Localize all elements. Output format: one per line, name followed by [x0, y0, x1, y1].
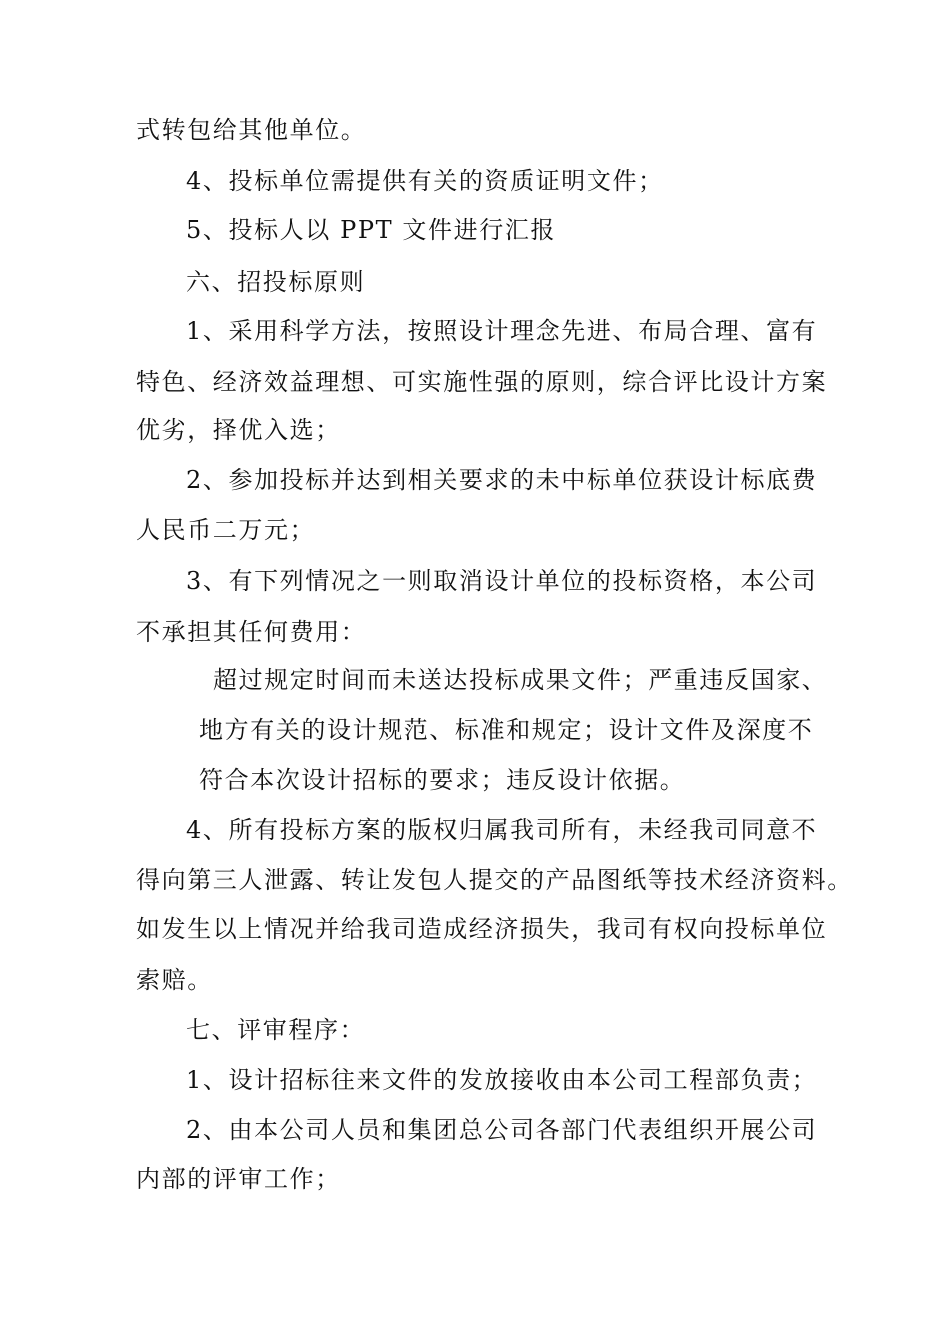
text-line: 3、有下列情况之一则取消设计单位的投标资格，本公司: [186, 567, 818, 595]
text-line: 1、采用科学方法，按照设计理念先进、布局合理、富有: [186, 317, 818, 345]
text-line: 5、投标人以 PPT 文件进行汇报: [186, 216, 557, 244]
text-line: 式转包给其他单位。: [136, 116, 367, 144]
text-line: 人民币二万元；: [136, 516, 316, 544]
section-heading: 六、招投标原则: [186, 268, 366, 296]
text-line: 特色、经济效益理想、可实施性强的原则，综合评比设计方案: [136, 368, 828, 396]
text-line: 得向第三人泄露、转让发包人提交的产品图纸等技术经济资料。: [136, 866, 853, 894]
text-line: 4、所有投标方案的版权归属我司所有，未经我司同意不: [186, 816, 818, 844]
text-line: 超过规定时间而未送达投标成果文件；严重违反国家、: [213, 666, 828, 694]
text-line: 优劣，择优入选；: [136, 416, 341, 444]
text-line: 地方有关的设计规范、标准和规定；设计文件及深度不: [199, 716, 814, 744]
text-line: 1、设计招标往来文件的发放接收由本公司工程部负责；: [186, 1066, 818, 1094]
text-line: 内部的评审工作；: [136, 1165, 341, 1193]
section-heading: 七、评审程序：: [186, 1016, 366, 1044]
text-line: 2、由本公司人员和集团总公司各部门代表组织开展公司: [186, 1116, 818, 1144]
text-line: 4、投标单位需提供有关的资质证明文件；: [186, 167, 664, 195]
text-line: 2、参加投标并达到相关要求的未中标单位获设计标底费: [186, 466, 818, 494]
text-line: 不承担其任何费用：: [136, 618, 367, 646]
text-line: 如发生以上情况并给我司造成经济损失，我司有权向投标单位: [136, 915, 828, 943]
text-line: 符合本次设计招标的要求；违反设计依据。: [199, 766, 686, 794]
text-line: 索赔。: [136, 966, 213, 994]
